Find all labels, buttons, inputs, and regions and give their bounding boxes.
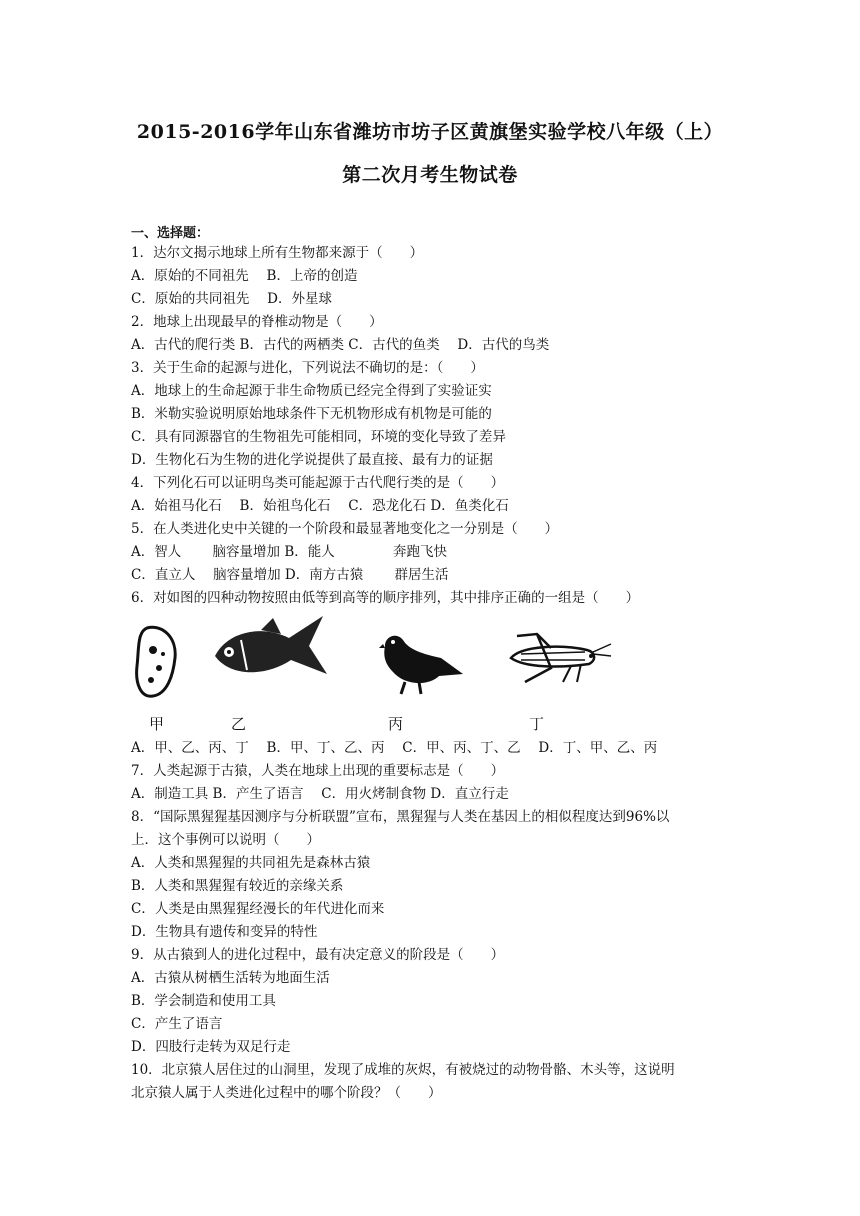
question-line: A．地球上的生命起源于非生命物质已经完全得到了实验证实 — [131, 383, 492, 399]
question-line: A．人类和黑猩猩的共同祖先是森林古猿 — [131, 855, 371, 871]
bird-drawing — [379, 628, 465, 698]
question-line: 上．这个事例可以说明（ ） — [131, 832, 320, 848]
question-line: A．古猿从树栖生活转为地面生活 — [131, 970, 330, 986]
exam-title-line1: 2015-2016学年山东省潍坊市坊子区黄旗堡实验学校八年级（上） — [136, 121, 724, 143]
question-line: 1．达尔文揭示地球上所有生物都来源于（ ） — [131, 245, 424, 261]
figure-label-jia: 甲 — [149, 715, 165, 733]
question-line: A．古代的爬行类 B．古代的两栖类 C．古代的鱼类 D．古代的鸟类 — [131, 337, 550, 353]
question-line: 8．“国际黑猩猩基因测序与分析联盟”宣布，黑猩猩与人类在基因上的相似程度达到96%以 — [131, 809, 670, 825]
section-heading: 一、选择题： — [131, 226, 210, 241]
question-line: B．米勒实验说明原始地球条件下无机物形成有机物是可能的 — [131, 406, 492, 422]
question-list — [131, 242, 731, 1105]
question-line: 5．在人类进化史中关键的一个阶段和最显著地变化之一分别是（ ） — [131, 521, 559, 537]
question-line: 北京猿人属于人类进化过程中的哪个阶段？（ ） — [131, 1085, 442, 1101]
question-line: 4．下列化石可以证明鸟类可能起源于古代爬行类的是（ ） — [131, 475, 505, 491]
figure-label-bing: 丙 — [388, 715, 404, 733]
figure-label-yi: 乙 — [231, 715, 247, 733]
question-line: D．生物具有遗传和变异的特性 — [131, 924, 318, 940]
question-line: 2．地球上出现最早的脊椎动物是（ ） — [131, 314, 383, 330]
question-line: A．原始的不同祖先 B．上帝的创造 — [131, 268, 358, 284]
question-line: A．甲、乙、丙、丁 B．甲、丁、乙、丙 C．甲、丙、丁、乙 D．丁、甲、乙、丙 — [131, 740, 658, 756]
question-line: B．学会制造和使用工具 — [131, 993, 276, 1009]
question-line: 10．北京猿人居住过的山洞里，发现了成堆的灰烬，有被烧过的动物骨骼、木头等，这说明 — [131, 1062, 675, 1078]
question-line: C．具有同源器官的生物祖先可能相同，环境的变化导致了差异 — [131, 429, 506, 445]
question-line: B．人类和黑猩猩有较近的亲缘关系 — [131, 878, 344, 894]
question-line: C．产生了语言 — [131, 1016, 223, 1032]
question-line: 6．对如图的四种动物按照由低等到高等的顺序排列，其中排序正确的一组是（ ） — [131, 590, 640, 606]
question-line: C．原始的共同祖先 D．外星球 — [131, 291, 332, 307]
animal-figure — [131, 610, 611, 737]
question-line: 3．关于生命的起源与进化，下列说法不确切的是：（ ） — [131, 360, 484, 376]
exam-title-line2: 第二次月考生物试卷 — [342, 164, 518, 186]
paramecium-drawing — [133, 624, 181, 700]
fish-drawing — [211, 612, 331, 692]
question-line: D．四肢行走转为双足行走 — [131, 1039, 291, 1055]
question-line: 9．从古猿到人的进化过程中，最有决定意义的阶段是（ ） — [131, 947, 505, 963]
question-line: C．直立人 脑容量增加 D．南方古猿 群居生活 — [131, 567, 449, 583]
question-line: C．人类是由黑猩猩经漫长的年代进化而来 — [131, 901, 385, 917]
question-line: D．生物化石为生物的进化学说提供了最直接、最有力的证据 — [131, 452, 493, 468]
grasshopper-drawing — [501, 628, 613, 688]
figure-label-ding: 丁 — [529, 715, 545, 733]
question-line: 7．人类起源于古猿，人类在地球上出现的重要标志是（ ） — [131, 763, 505, 779]
question-line: A．制造工具 B．产生了语言 C．用火烤制食物 D．直立行走 — [131, 786, 509, 802]
question-line: A．智人 脑容量增加 B．能人 奔跑飞快 — [131, 544, 448, 560]
question-line: A．始祖马化石 B．始祖鸟化石 C．恐龙化石 D．鱼类化石 — [131, 498, 509, 514]
